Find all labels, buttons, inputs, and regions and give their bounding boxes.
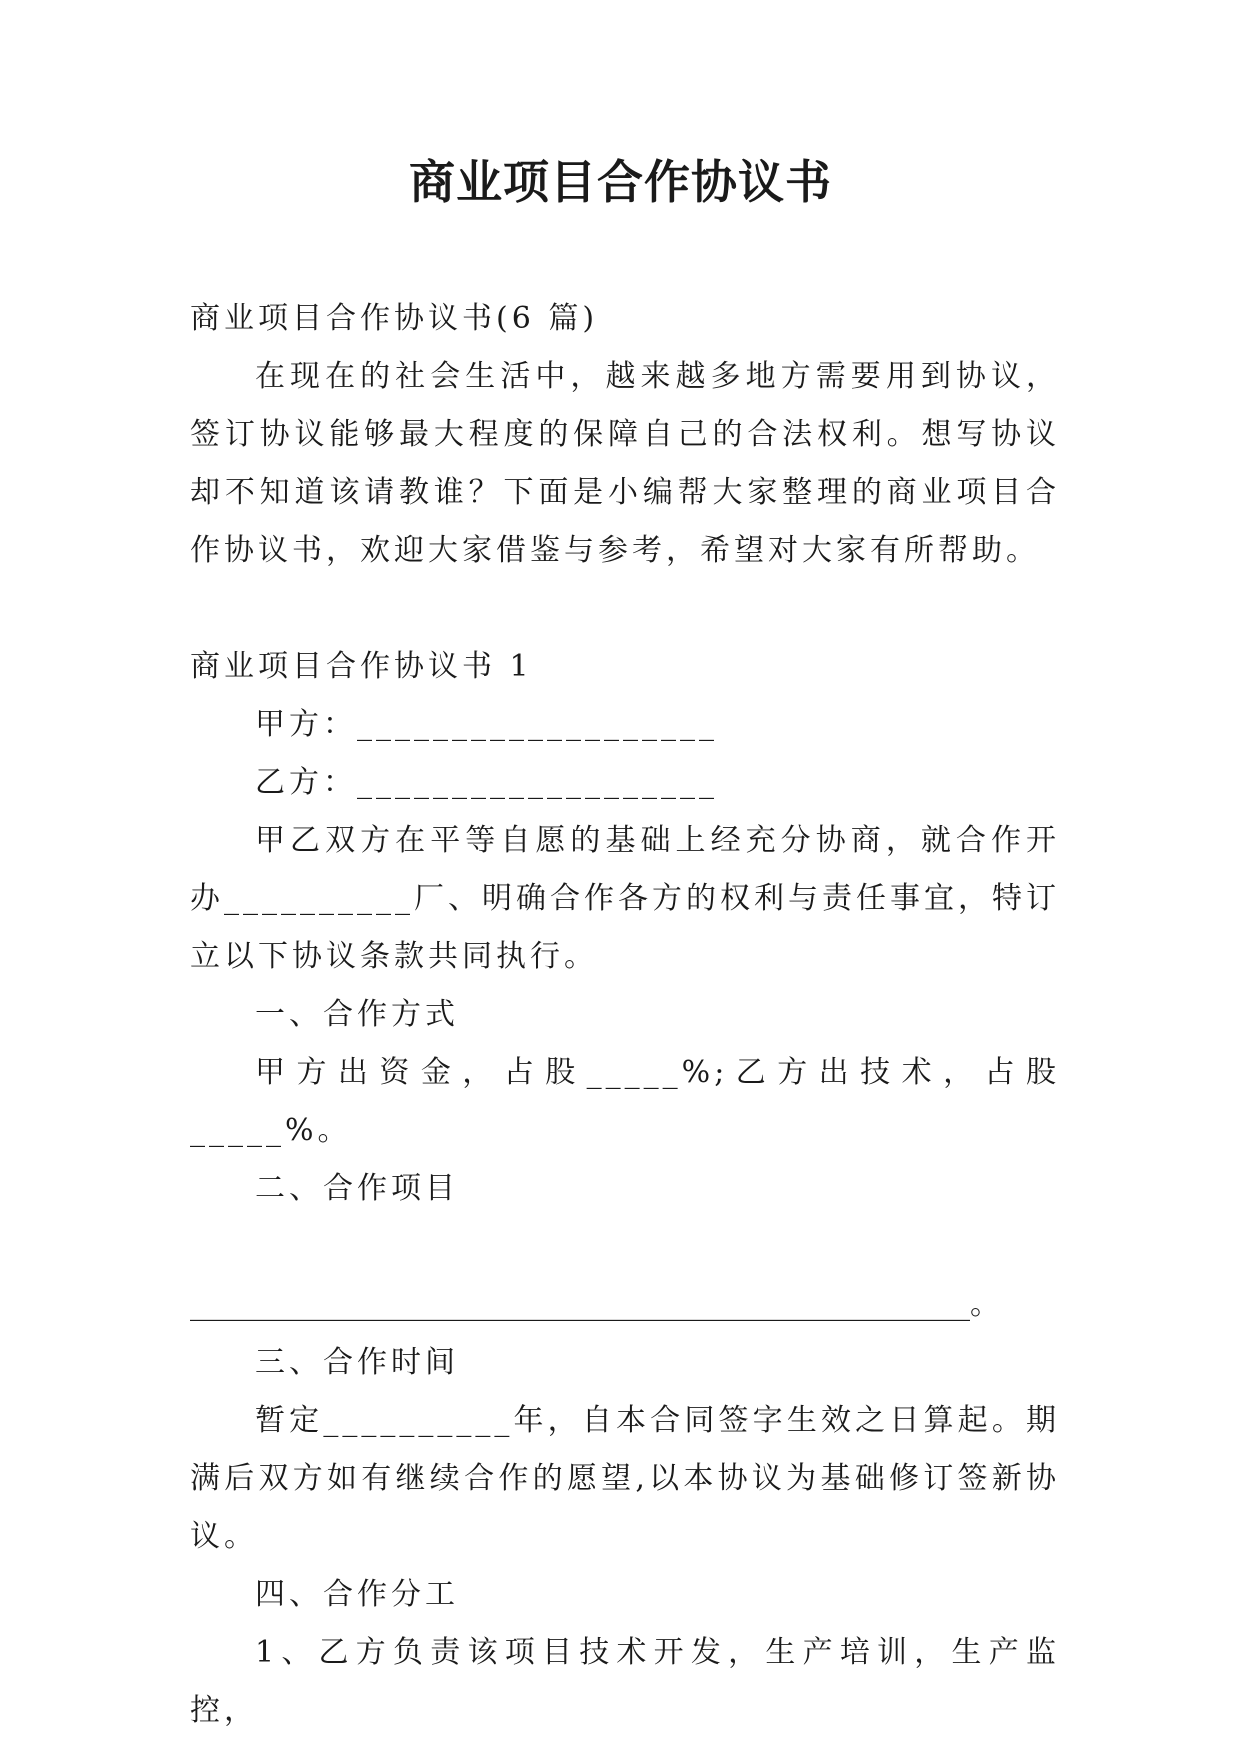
clause-3-text: 暂定__________年，自本合同签字生效之日算起。期满后双方如有继续合作的愿望,以本协议为基础修订签新协议。 [190, 1403, 1060, 1554]
intro-paragraph: 在现在的社会生活中，越来越多地方需要用到协议，签订协议能够最大程度的保障自己的合法权利。想写协议却不知道该请教谁？下面是小编帮大家整理的商业项目合作协议书，欢迎大家借鉴与参考，希望对大家有所帮助。 [190, 359, 1060, 568]
clause-2-blank: ____________________________________________________。 [190, 1287, 1000, 1322]
clause-2-heading: 二、合作项目 [255, 1171, 459, 1206]
clause-1-heading: 一、合作方式 [255, 997, 459, 1032]
party-b-line: 乙方：___________________ [255, 765, 718, 800]
document-body [190, 290, 1060, 1740]
clause-3-heading: 三、合作时间 [255, 1345, 459, 1380]
preamble-paragraph: 甲乙双方在平等自愿的基础上经充分协商，就合作开办__________厂、明确合作各方的权利与责任事宜，特订立以下协议条款共同执行。 [190, 823, 1060, 974]
clause-1-text: 甲方出资金，占股_____%;乙方出技术，占股_____%。 [190, 1055, 1060, 1148]
clause-4-heading: 四、合作分工 [255, 1577, 459, 1612]
document-title: 商业项目合作协议书 [409, 155, 832, 209]
section-heading: 商业项目合作协议书 1 [190, 649, 533, 684]
clause-4-item-1: 1、乙方负责该项目技术开发，生产培训，生产监控， [190, 1635, 1060, 1728]
party-a-line: 甲方：___________________ [255, 707, 718, 742]
document-subtitle: 商业项目合作协议书(6 篇) [190, 301, 599, 336]
blank-spacer [190, 1218, 1060, 1276]
